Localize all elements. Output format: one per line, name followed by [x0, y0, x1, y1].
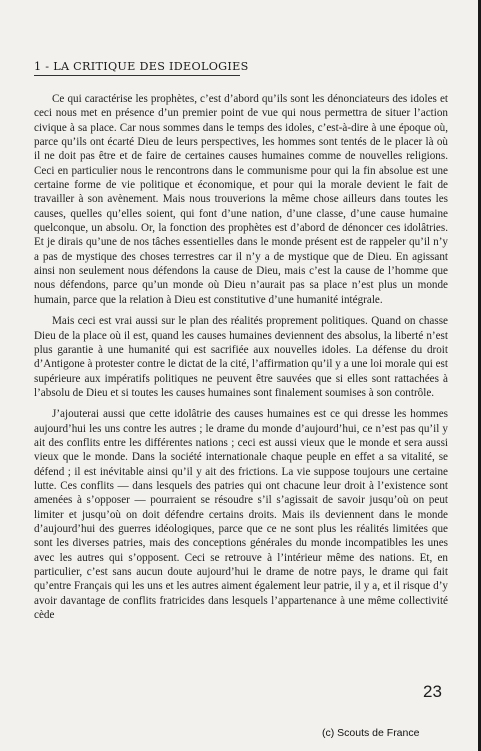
paragraph-3: J’ajouterai aussi que cette idolâtrie des causes humaines est ce qui dresse les hommes aujourd’hui les uns contre les autres ; le drame du monde d’aujourd’hui, ce n’est pas qu’il y ait des conflits entre les différentes nations ; ceci est aussi vieux que le monde et sera aussi vieux que le monde. Dans la société internationale chaque peuple en effet a sa vitalité, se défend ; il est inévitable ainsi qu’il y ait des frictions. La vie suppose toujours une certaine lutte. Ces conflits — dans lesquels des patries qui ont chacune leur droit à l’existence sont amenées à s’opposer — pourraient se résoudre s’il s’agissait de savoir jusqu’où on peut limiter et jusqu’où on doit défendre certains droits. Mais ils deviennent dans le monde d’aujourd’hui des guerres idéologiques, parce que ce ne sont plus les réalités limitées que sont les diverses patries, mais des conceptions générales du monde incompatibles les unes avec les autres qui s’opposent. Ceci se retrouve à l’intérieur même des nations. Et, en particulier, c’est sans aucun doute aujourd’hui le drame de notre pays, le drame qui fait qu’entre Français qui les uns et les autres aiment également leur patrie, il y a, et il risque d’y avoir davantage de conflits fratricides dans lesquels l’appartenance à une même collectivité cède	[34, 408, 448, 622]
chapter-header: 1 - LA CRITIQUE DES IDEOLOGIES	[34, 60, 249, 73]
paragraph-2: Mais ceci est vrai aussi sur le plan des réalités proprement politiques. Quand on chasse Dieu de la place où il est, quand les causes humaines deviennent des absolus, la liberté n’est plus garantie à une humanité qui est sacrifiée aux nouvelles idoles. La défense du droit d’Antigone à protester contre le dictat de la cité, l’affirmation qu’il y a une loi morale qui est supérieure aux impératifs politiques ne peuvent être sauvées que si elles sont rattachées à l’absolu de Dieu et si toutes les causes humaines sont finalement soumises à son contrôle.	[34, 315, 448, 399]
page-number: 23	[423, 682, 442, 701]
header-underline	[34, 75, 240, 76]
paragraph-1: Ce qui caractérise les prophètes, c’est d’abord qu’ils sont les dénonciateurs des idoles et ceci nous met en présence d’un premier point de vue qui nous permettra de situer l’action civique à sa place. Car nous sommes dans le temps des idoles, c’est-à-dire à une époque où, parce qu’ils ont écarté Dieu de leurs perspectives, les hommes sont tentés de le placer là où il ne doit pas être et de faire de certaines causes humaines comme de nouvelles religions. Ceci en particulier nous le rencontrons dans le communisme pour qui la fin absolue est une certaine forme de vie politique et économique, et pour qui la morale devient le fait de travailler à son avènement. Mais nous trouverions la même chose ailleurs dans toutes les causes, quelles qu’elles soient, qui font d’une nation, d’une classe, d’une cause humaine quelconque, un absolu. Or, la fonction des prophètes est d’abord de dénoncer ces idolâtries. Et je dirais qu’une de nos tâches essentielles dans le monde présent est de rappeler qu’il n’y a pas de mystique des choses terrestres car il n’y a de mystique que de Dieu. En agissant ainsi non seulement nous défendons la cause de Dieu, mais c’est la cause de l’homme que nous défendons, parce qu’un monde où Dieu n’aurait pas sa place n’est plus un monde humain, parce que la relation à Dieu est constitutive d’une humanité intégrale.	[34, 93, 448, 306]
body-text	[34, 92, 448, 629]
copyright-credit: (c) Scouts de France	[322, 727, 420, 739]
